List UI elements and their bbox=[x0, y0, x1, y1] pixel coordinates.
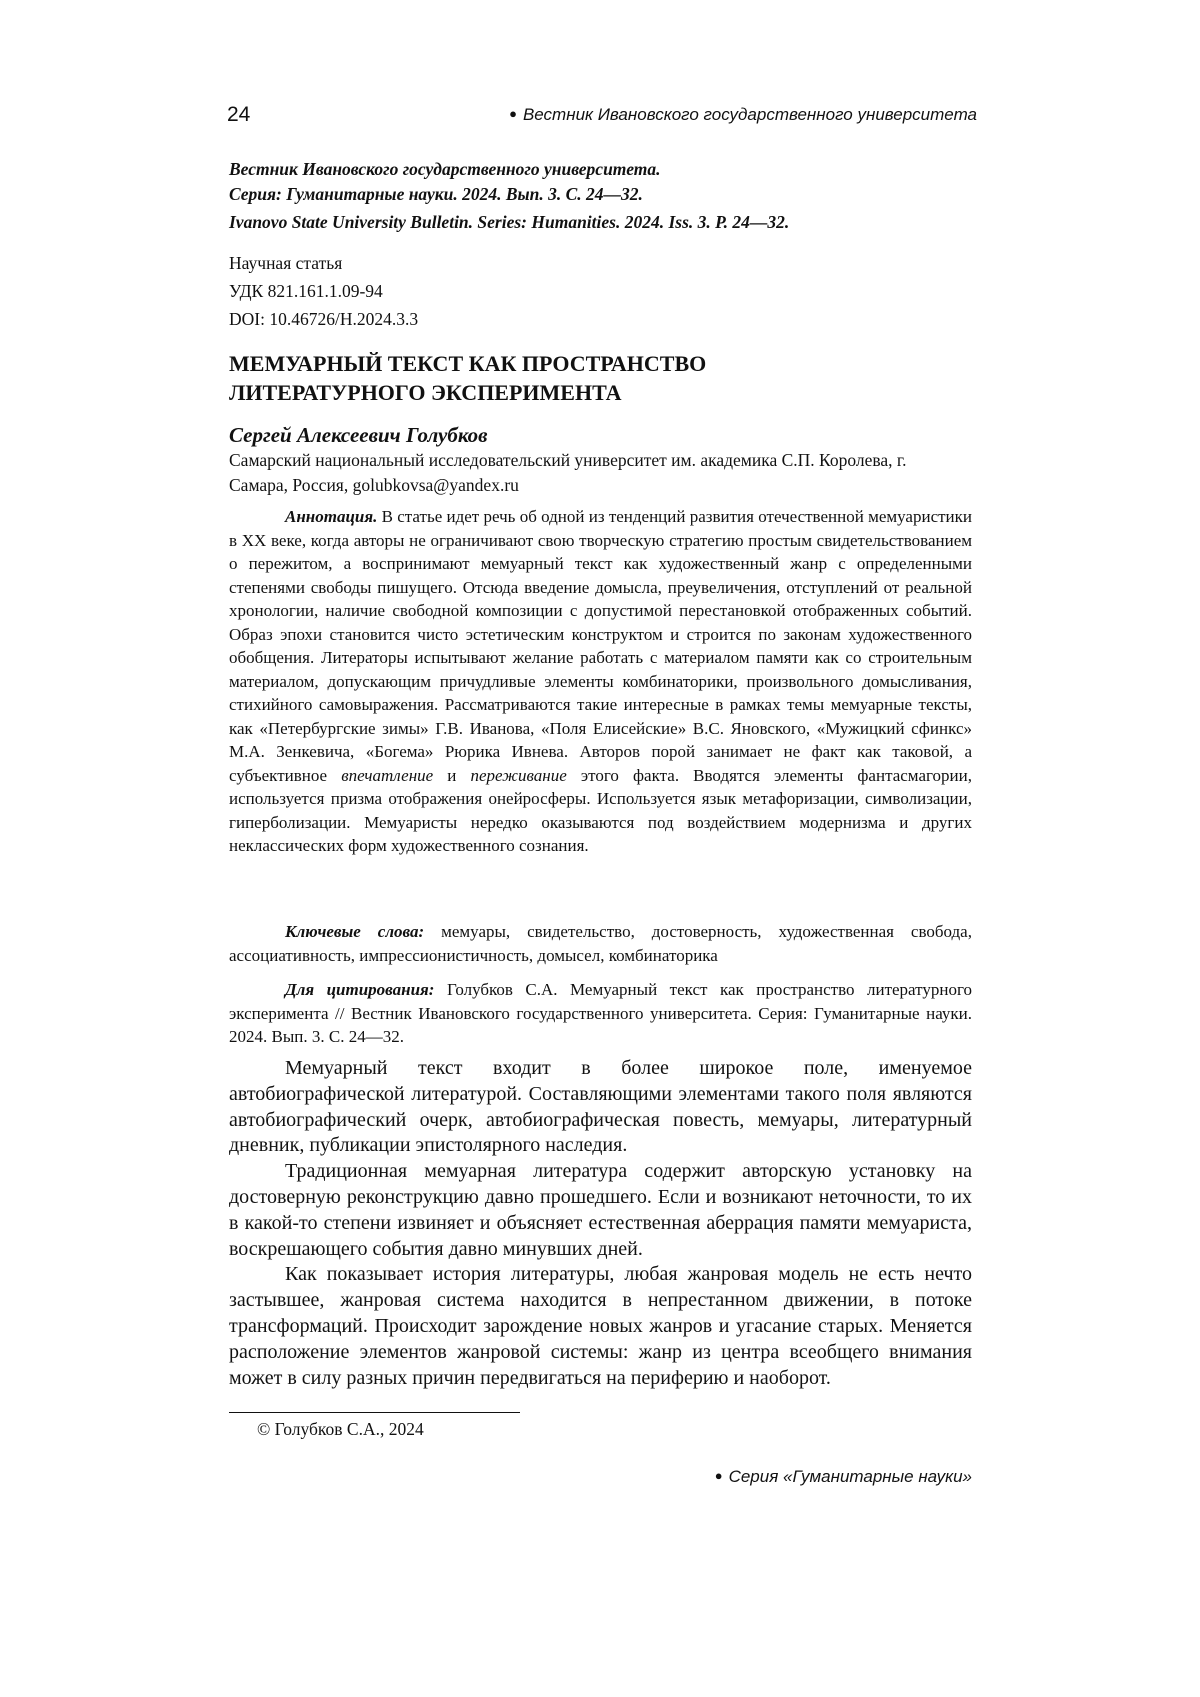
abstract bbox=[229, 505, 972, 858]
keywords bbox=[229, 920, 972, 967]
bibliographic-reference bbox=[229, 157, 969, 235]
article-meta bbox=[229, 249, 418, 333]
abstract-emphasis-2: переживание bbox=[470, 765, 567, 785]
journal-running-title bbox=[509, 105, 977, 125]
abstract-text-2: этого факта. Вводятся элементы фантасмагории, используется призма отображения онейросферы. Используется язык метафоризации, символизации, гиперболизации. Мемуаристы нередко оказываются под воздействием модернизма и других неклассических форм художественного сознания. bbox=[229, 765, 972, 855]
citation bbox=[229, 978, 972, 1049]
copyright-footnote: © Голубков С.А., 2024 bbox=[257, 1419, 424, 1439]
title-line-1: МЕМУАРНЫЙ ТЕКСТ КАК ПРОСТРАНСТВО bbox=[229, 351, 707, 376]
article-body bbox=[229, 1056, 972, 1391]
citation-label: Для цитирования: bbox=[285, 980, 435, 999]
bib-en-line: Ivanovo State University Bulletin. Series: Humanities. 2024. Iss. 3. P. 24—32. bbox=[229, 212, 790, 232]
series-name: Серия «Гуманитарные науки» bbox=[728, 1467, 972, 1486]
keywords-label: Ключевые слова: bbox=[285, 922, 425, 941]
journal-running-title-text: Вестник Ивановского государственного университета bbox=[522, 105, 977, 124]
citation-text: Голубков С.А. Мемуарный текст как пространство литературного эксперимента // Вестник Ивановского государственного университета. Серия: Гуманитарные науки. 2024. Вып. 3. С. 24—32. bbox=[229, 980, 972, 1046]
abstract-conjunction: и bbox=[433, 765, 471, 785]
article-title bbox=[229, 349, 949, 407]
bib-ru-line-1: Вестник Ивановского государственного университета. bbox=[229, 159, 661, 179]
body-paragraph-2: Традиционная мемуарная литература содержит авторскую установку на достоверную реконструкцию давно прошедшего. Если и возникают неточности, то их в какой-то степени извиняет и объясняет естественная аберрация памяти мемуариста, воскрешающего события давно минувших дней. bbox=[229, 1160, 972, 1260]
body-paragraph-3: Как показывает история литературы, любая жанровая модель не есть нечто застывшее, жанровая система находится в непрестанном движении, в потоке трансформаций. Происходит зарождение новых жанров и угасание старых. Меняется расположение элементов жанровой системы: жанр из центра всеобщего внимания может в силу разных причин передвигаться на периферию и наоборот. bbox=[229, 1263, 972, 1389]
body-paragraph-1: Мемуарный текст входит в более широкое поле, именуемое автобиографической литературой. Составляющими элементами такого поля являются автобиографический очерк, автобиографическая повесть, мемуары, литературный дневник, публикации эпистолярного наследия. bbox=[229, 1057, 972, 1157]
bullet-icon: ● bbox=[714, 1468, 723, 1483]
article-type: Научная статья bbox=[229, 253, 343, 273]
abstract-label: Аннотация. bbox=[285, 507, 378, 526]
abstract-emphasis-1: впечатление bbox=[341, 765, 434, 785]
page-number: 24 bbox=[227, 103, 251, 126]
author-name: Сергей Алексеевич Голубков bbox=[229, 423, 488, 447]
bib-ru-line-2: Серия: Гуманитарные науки. 2024. Вып. 3. С. 24—32. bbox=[229, 184, 643, 204]
bullet-icon: ● bbox=[509, 106, 517, 121]
footnote-divider bbox=[229, 1412, 520, 1413]
title-line-2: ЛИТЕРАТУРНОГО ЭКСПЕРИМЕНТА bbox=[229, 380, 622, 405]
abstract-text-1: В статье идет речь об одной из тенденций развития отечественной мемуаристики в XX веке, когда авторы не ограничивают свою творческую стратегию простым свидетельствованием о пережитом, а воспринимают мемуарный текст как художественный жанр с определенными степенями свободы пишущего. Отсюда введение домысла, преувеличения, отступлений от реальной хронологии, наличие свободной композиции с допустимой перестановкой отображенных событий. Образ эпохи становится чисто эстетическим конструктом и строится по законам художественного обобщения. Литераторы испытывают желание работать с материалом памяти как со строительным материалом, допускающим причудливые элементы комбинаторики, произвольного домысливания, стихийного самовыражения. Рассматриваются такие интересные в рамках темы мемуарные тексты, как «Петербургские зимы» Г.В. Иванова, «Поля Елисейские» В.С. Яновского, «Мужицкий сфинкс» М.А. Зенкевича, «Богема» Рюрика Ивнева. Авторов порой занимает не факт как таковой, а субъективное bbox=[229, 507, 972, 785]
running-header bbox=[227, 103, 977, 133]
doi: DOI: 10.46726/H.2024.3.3 bbox=[229, 309, 419, 329]
keywords-text: мемуары, свидетельство, достоверность, художественная свобода, ассоциативность, импрессионистичность, домысел, комбинаторика bbox=[229, 922, 972, 965]
udc-code: УДК 821.161.1.09-94 bbox=[229, 281, 383, 301]
author-affiliation: Самарский национальный исследовательский университет им. академика С.П. Королева, г. Самара, Россия, golubkovsa@yandex.ru bbox=[229, 450, 907, 495]
running-footer bbox=[715, 1467, 972, 1487]
